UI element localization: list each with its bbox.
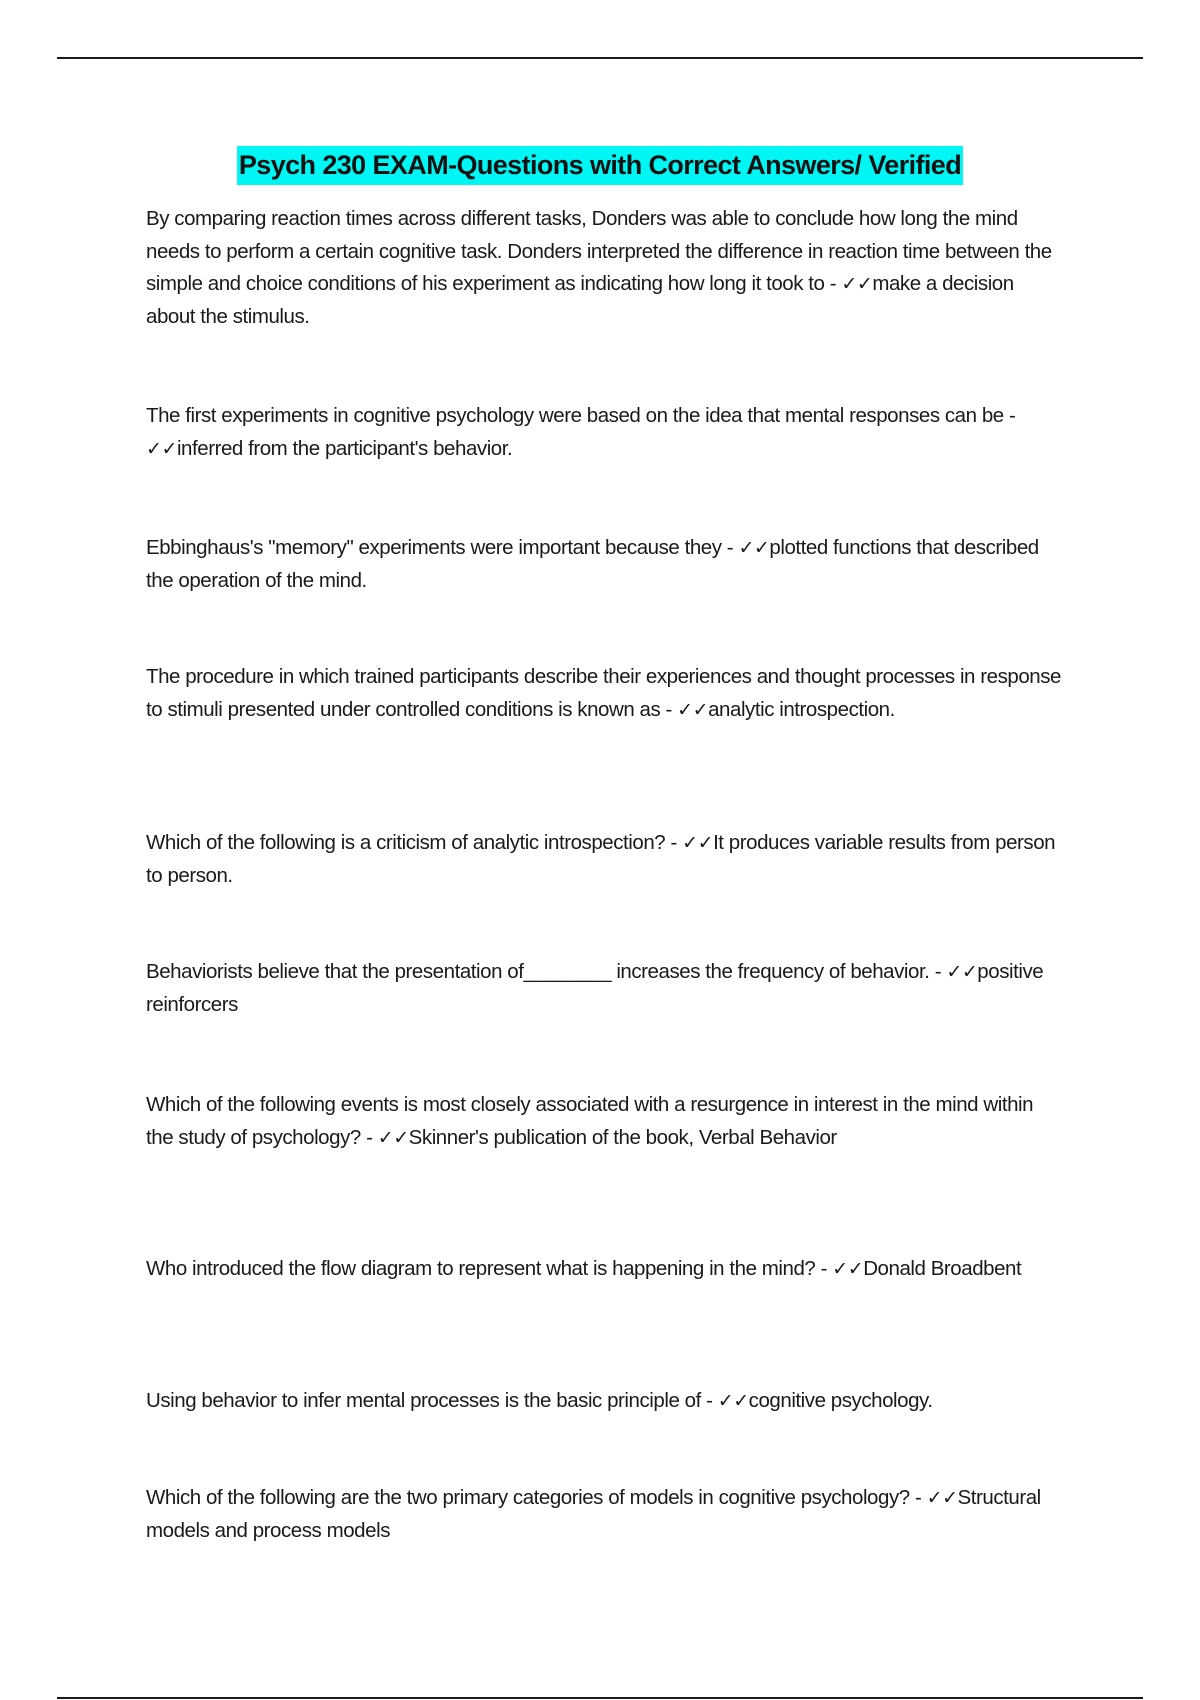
check-icon: ✓✓: [377, 1126, 409, 1149]
check-icon: ✓✓: [717, 1390, 749, 1412]
answer-text: make a decision about the stimulus.: [146, 272, 1014, 328]
answer-text: positive reinforcers: [146, 960, 1044, 1016]
footer-rule: [57, 1697, 1143, 1699]
qa-item: [146, 827, 1061, 892]
answer-text: Structural models and process models: [146, 1486, 1041, 1542]
check-icon: ✓✓: [677, 698, 709, 721]
check-icon: ✓✓: [841, 273, 873, 295]
qa-item: [146, 956, 1061, 1021]
question-text: Ebbinghaus's "memory" experiments were important because they -: [146, 536, 739, 559]
qa-item: [146, 661, 1061, 726]
question-text: Who introduced the flow diagram to represent what is happening in the mind? -: [146, 1257, 833, 1280]
answer-text: cognitive psychology.: [748, 1389, 933, 1412]
check-icon: ✓✓: [946, 961, 978, 983]
qa-item: [146, 1385, 1061, 1418]
qa-item: [146, 532, 1061, 597]
question-text: Which of the following are the two primary categories of models in cognitive psychology? -: [146, 1486, 927, 1509]
qa-item: [146, 203, 1061, 333]
qa-item: [146, 1089, 1061, 1154]
answer-text: Skinner's publication of the book, Verbal Behavior: [408, 1125, 837, 1149]
question-text: Behaviorists believe that the presentation of________ increases the frequency of behavior. -: [146, 960, 947, 983]
qa-item: [146, 400, 1061, 465]
answer-text: plotted functions that described the operation of the mind.: [146, 536, 1039, 592]
question-text: Using behavior to infer mental processes is the basic principle of -: [146, 1389, 718, 1412]
check-icon: ✓✓: [926, 1487, 958, 1509]
qa-item: [146, 1482, 1061, 1547]
question-text: Which of the following events is most closely associated with a resurgence in interest in the mind within the study of psychology? -: [146, 1093, 1034, 1149]
question-text: The procedure in which trained participants describe their experiences and thought processes in response to stimuli presented under controlled conditions is known as -: [146, 665, 1061, 721]
qa-item: [146, 1253, 1061, 1286]
question-text: Which of the following is a criticism of analytic introspection? -: [146, 831, 683, 854]
question-text: By comparing reaction times across different tasks, Donders was able to conclude how long the mind needs to perform a certain cognitive task. Donders interpreted the difference in reaction time between the simple and choice conditions of his experiment as indicating how long it took to -: [146, 207, 1052, 295]
document-title: Psych 230 EXAM-Questions with Correct Answers/ Verified: [237, 146, 963, 185]
check-icon: ✓✓: [146, 437, 177, 460]
check-icon: ✓✓: [738, 537, 770, 559]
check-icon: ✓✓: [832, 1258, 864, 1280]
header-rule: [57, 57, 1143, 59]
question-text: The first experiments in cognitive psychology were based on the idea that mental responses can be -: [146, 404, 1016, 427]
check-icon: ✓✓: [682, 832, 714, 854]
answer-text: inferred from the participant's behavior.: [176, 436, 513, 460]
answer-text: Donald Broadbent: [863, 1257, 1022, 1280]
answer-text: analytic introspection.: [708, 697, 895, 721]
answer-text: It produces variable results from person to person.: [146, 831, 1056, 887]
